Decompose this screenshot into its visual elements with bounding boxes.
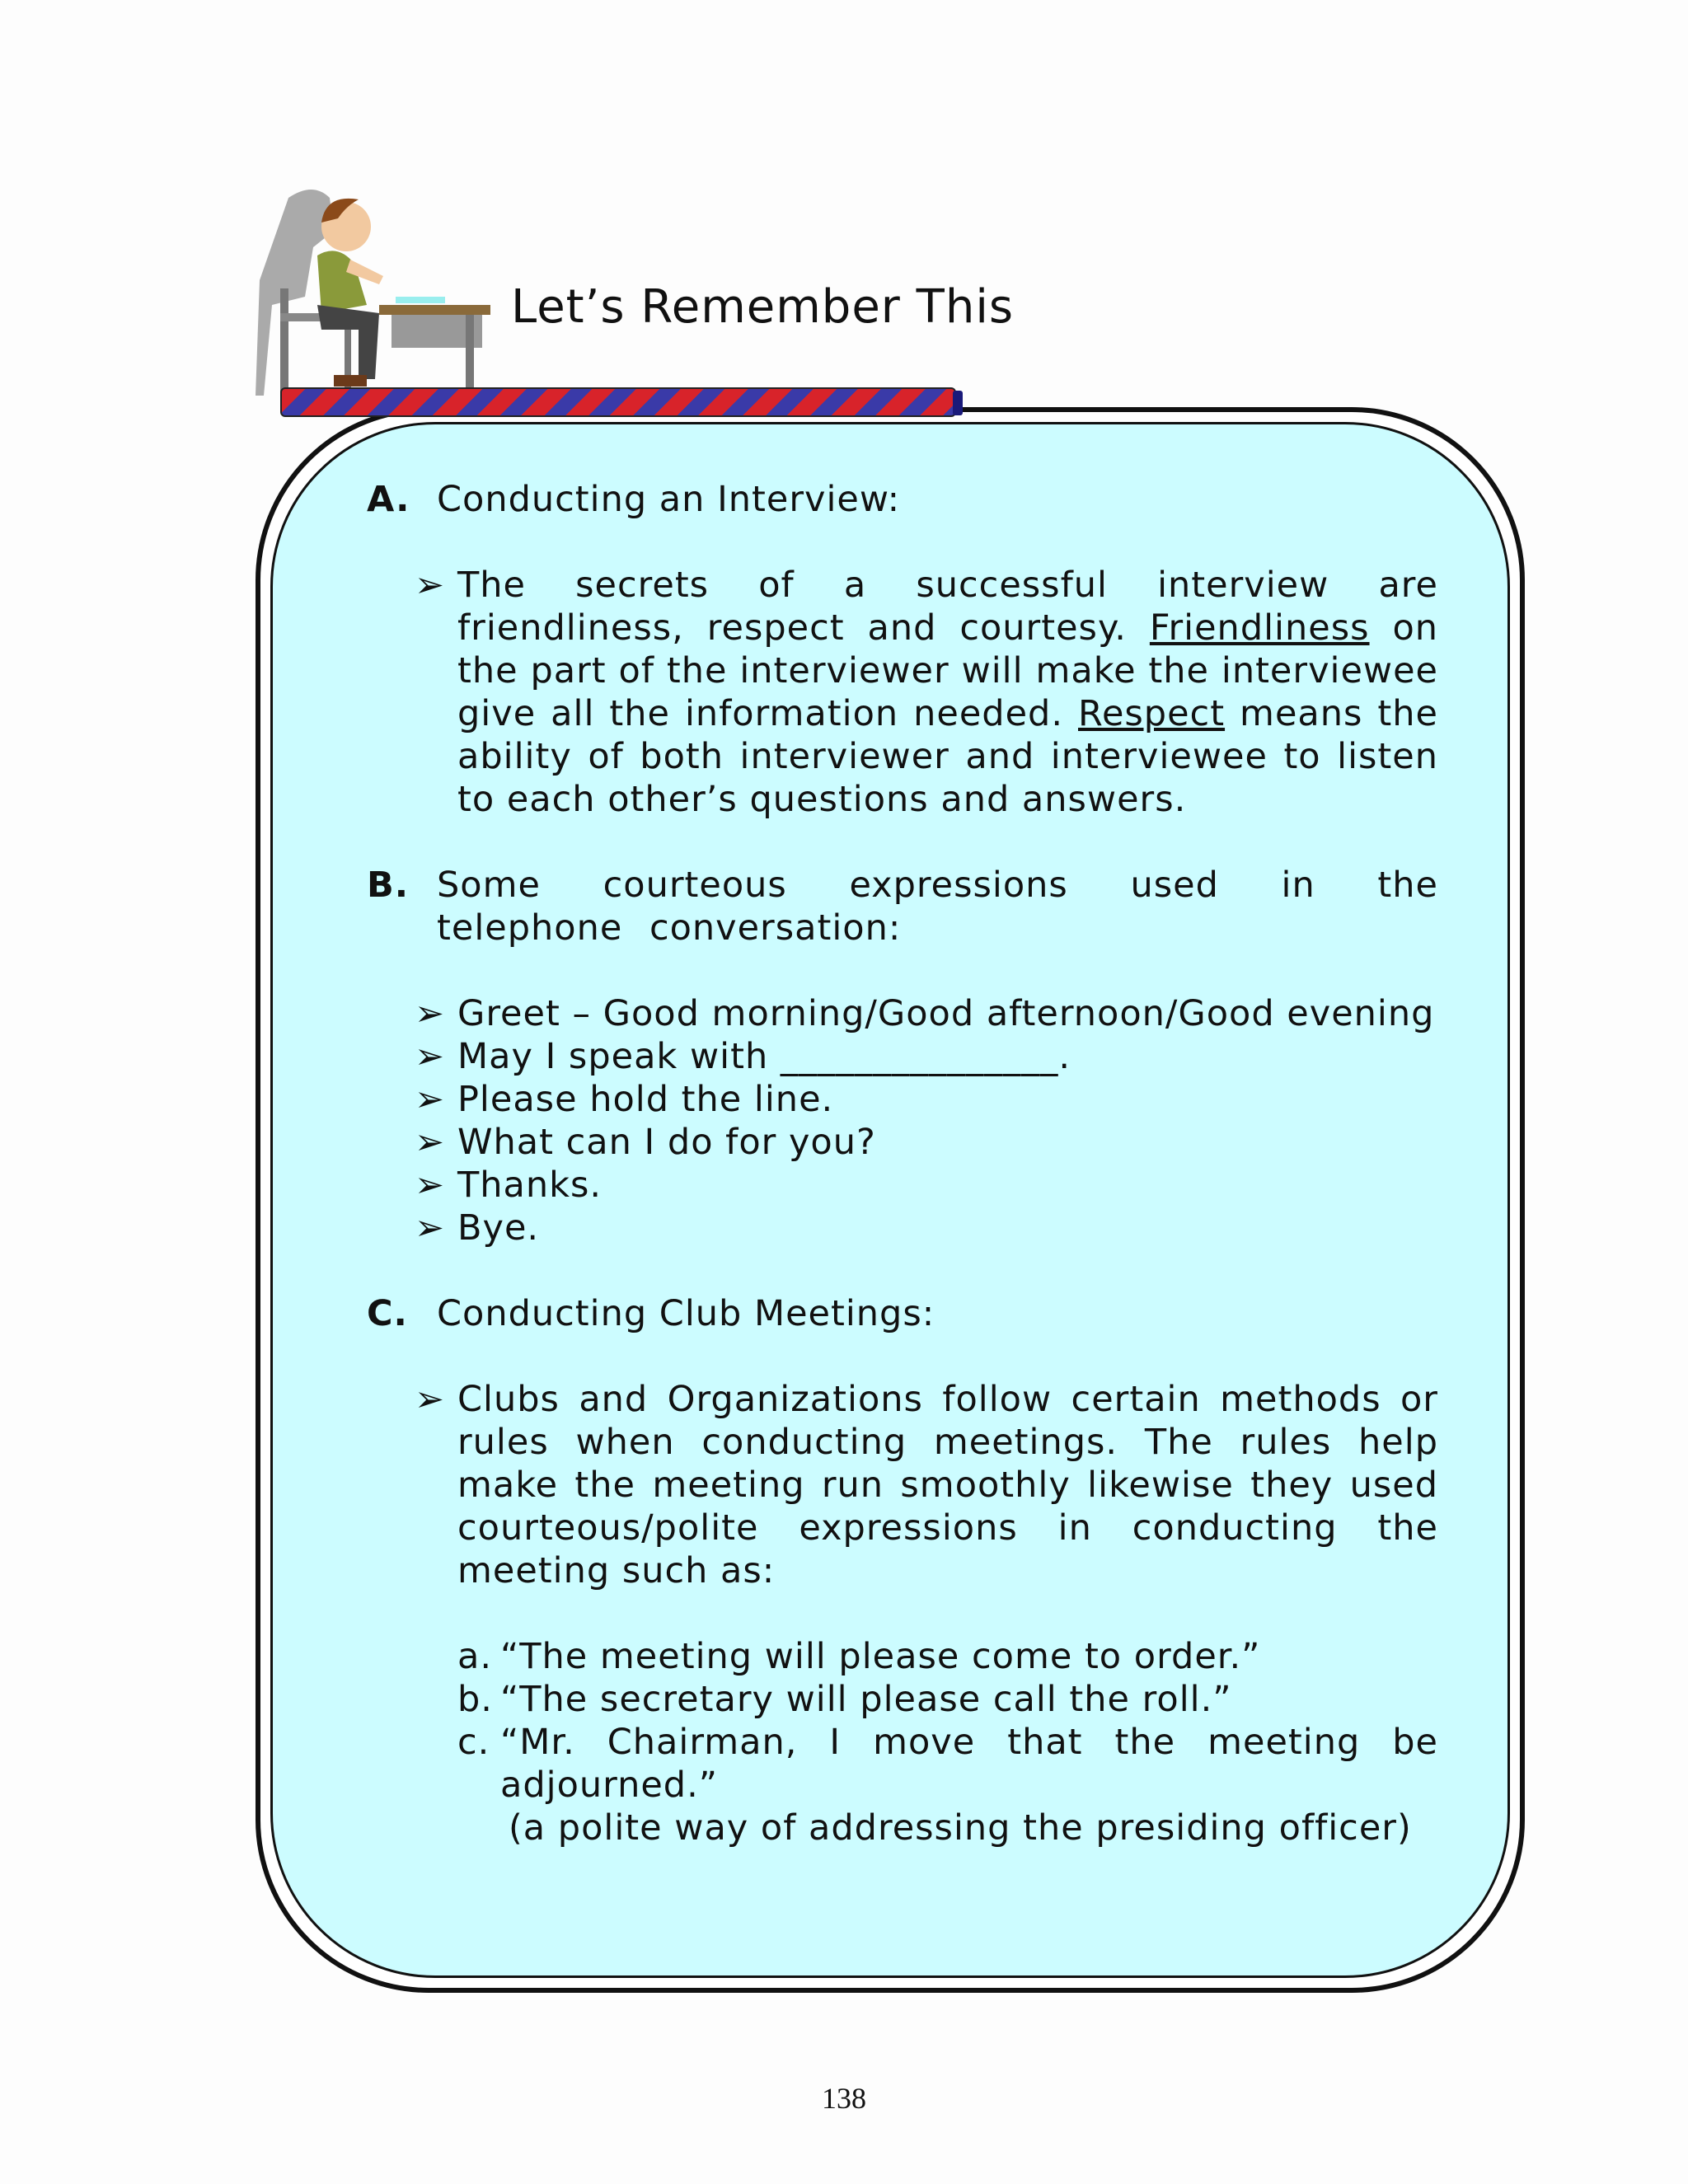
arrow-bullet-icon: ➢ <box>415 1122 446 1163</box>
content-body <box>367 478 1438 1849</box>
list-item: b. “The secretary will please call the roll.” <box>457 1679 1232 1720</box>
list-item: ➢ May I speak with _______________. <box>415 1036 1071 1077</box>
arrow-bullet-icon: ➢ <box>415 1079 446 1120</box>
list-item: ➢ Thanks. <box>415 1165 603 1206</box>
list-item: ➢ The secrets of a successful interview are friendliness, respect and courtesy. Friendliness on the part of the interviewer will make the interviewee give all the information needed. Respect means the ability of both interviewer and interviewee to listen to each other’s questions and answers. <box>415 565 1439 820</box>
list-item: ➢ Clubs and Organizations follow certain methods or rules when conducting meetings. The rules help make the meeting run smoothly likewise they used courteous/polite expressions in conducting the meeting such as: <box>415 1379 1438 1591</box>
section-c-bullets <box>415 1378 1438 1592</box>
section-a-heading <box>367 478 1438 521</box>
section-b-bullets <box>415 992 1438 1249</box>
list-item: a. “The meeting will please come to order.” <box>457 1636 1261 1677</box>
arrow-bullet-icon: ➢ <box>415 1165 446 1206</box>
list-item: ➢ Greet – Good morning/Good afternoon/Good evening <box>415 993 1435 1034</box>
section-b-letter: B. <box>367 865 410 906</box>
page-title: Let’s Remember This <box>511 280 1015 334</box>
section-b-heading <box>367 864 1438 949</box>
section-c-letter: C. <box>367 1293 408 1334</box>
list-item: c. “Mr. Chairman, I move that the meeting be adjourned.” <box>457 1722 1438 1806</box>
list-item: ➢ Please hold the line. <box>415 1079 834 1120</box>
term-respect: Respect <box>1078 693 1226 734</box>
section-a-bullets <box>415 564 1438 821</box>
arrow-bullet-icon: ➢ <box>415 993 446 1034</box>
section-c-title: Conducting Club Meetings: <box>437 1293 935 1334</box>
section-a-letter: A. <box>367 479 410 520</box>
list-item: ➢ What can I do for you? <box>415 1122 876 1163</box>
arrow-bullet-icon: ➢ <box>415 565 446 606</box>
arrow-bullet-icon: ➢ <box>415 1036 446 1077</box>
section-b-title: Some courteous expressions used in the telephone conversation: <box>437 865 1438 949</box>
section-a-title: Conducting an Interview: <box>437 479 901 520</box>
arrow-bullet-icon: ➢ <box>415 1207 446 1249</box>
striped-pencil-bar <box>280 387 956 417</box>
term-friendliness: Friendliness <box>1149 607 1370 649</box>
list-item: ➢ Bye. <box>415 1207 540 1249</box>
section-c-heading <box>367 1292 1438 1335</box>
meeting-expressions-list <box>457 1635 1438 1807</box>
arrow-bullet-icon: ➢ <box>415 1379 446 1420</box>
note-text: (a polite way of addressing the presiding officer) <box>509 1807 1412 1849</box>
page-number: 138 <box>822 2082 866 2115</box>
